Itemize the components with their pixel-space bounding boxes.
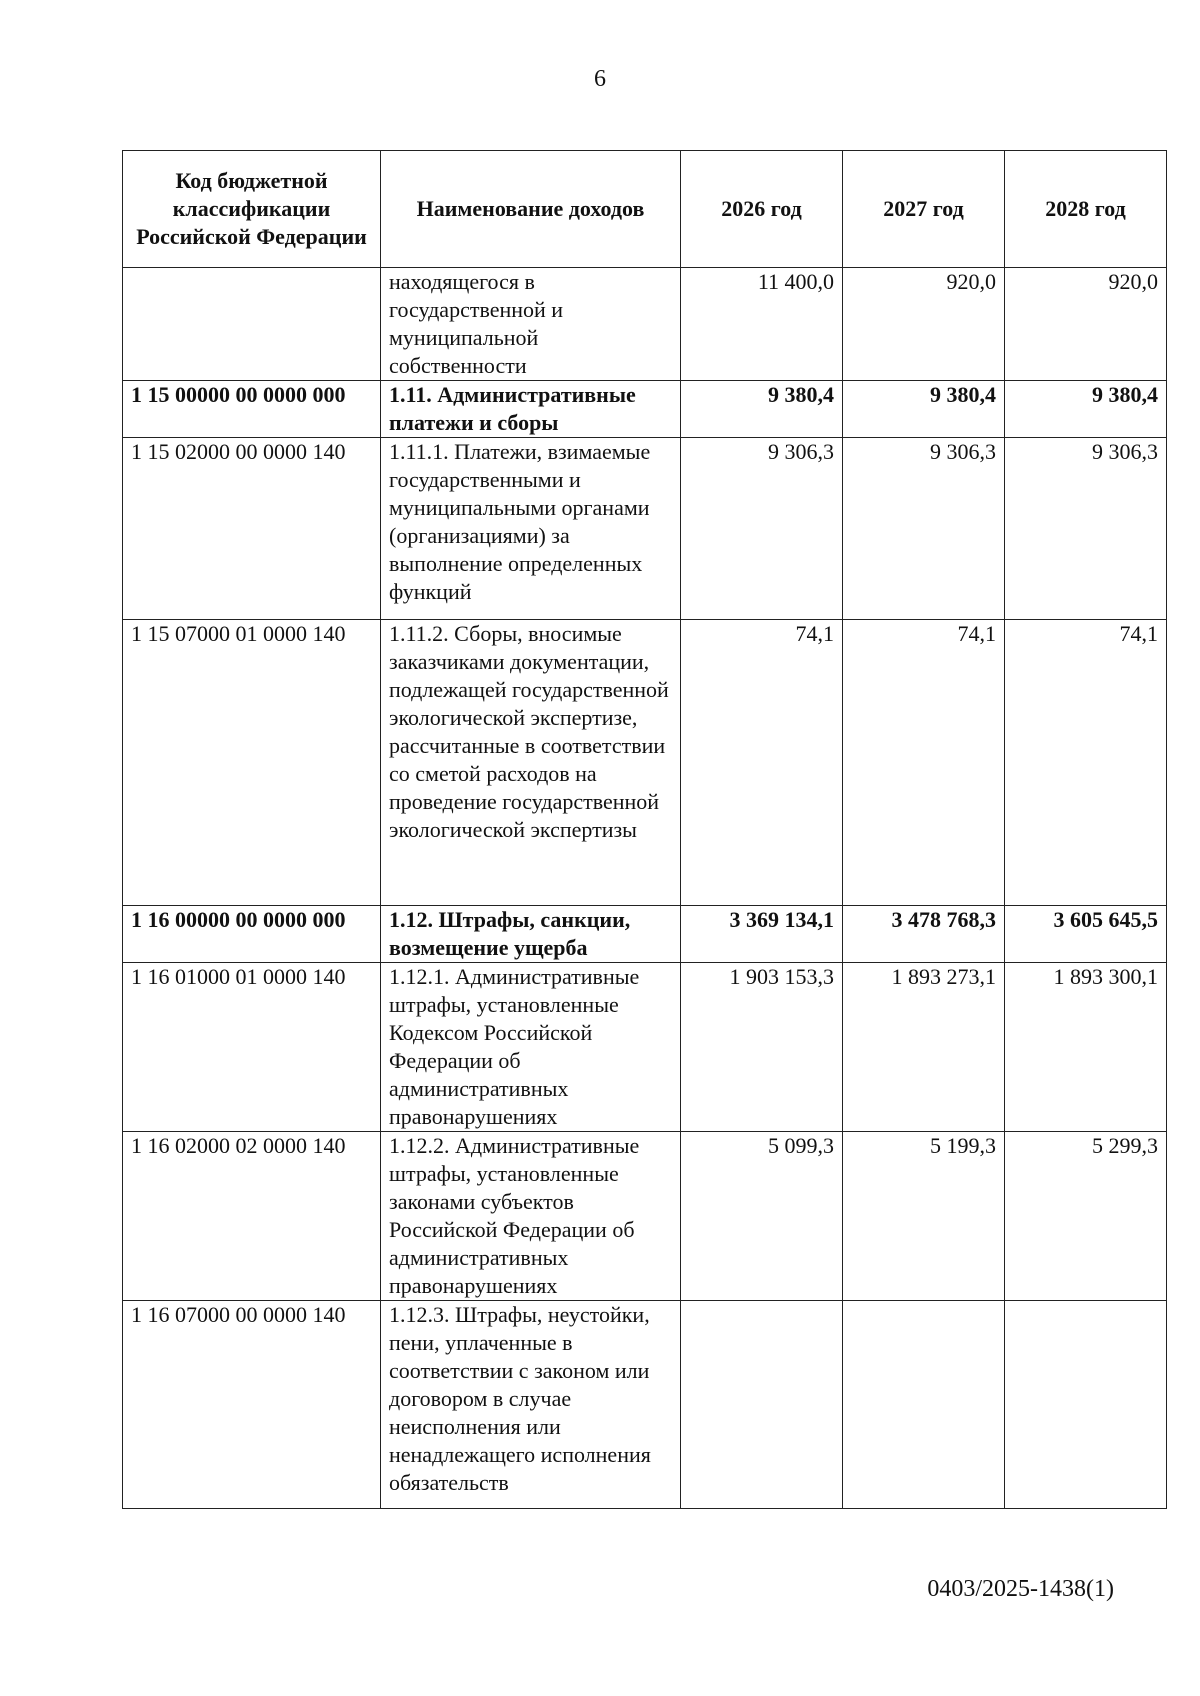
revenue-name-cell: 1.11.1. Платежи, взимаемые государственными и муниципальными органами (организациями) за выполнение определенных функций (381, 438, 681, 620)
amount-2026-cell: 9 306,3 (681, 438, 843, 620)
header-name: Наименование доходов (381, 151, 681, 268)
amount-2026-cell: 9 380,4 (681, 381, 843, 438)
revenue-name-cell: находящегося в государственной и муниципальной собственности (381, 268, 681, 381)
amount-2026-cell: 3 369 134,1 (681, 906, 843, 963)
revenue-name-cell: 1.12.1. Административные штрафы, установленные Кодексом Российской Федерации об административных правонарушениях (381, 963, 681, 1132)
budget-code-cell: 1 15 07000 01 0000 140 (123, 620, 381, 906)
revenue-table (122, 150, 1167, 1509)
table-row (123, 1132, 1167, 1301)
table-row (123, 620, 1167, 906)
table-row (123, 963, 1167, 1132)
budget-code-cell: 1 16 07000 00 0000 140 (123, 1301, 381, 1509)
amount-2028-cell: 9 306,3 (1005, 438, 1167, 620)
revenue-name-cell: 1.12.2. Административные штрафы, установленные законами субъектов Российской Федерации об административных правонарушениях (381, 1132, 681, 1301)
revenue-name-cell: 1.12. Штрафы, санкции, возмещение ущерба (381, 906, 681, 963)
document-registration-code: 0403/2025-1438(1) (927, 1576, 1114, 1602)
amount-2027-cell: 9 306,3 (843, 438, 1005, 620)
amount-2027-cell (843, 1301, 1005, 1509)
table-row (123, 906, 1167, 963)
amount-2027-cell: 9 380,4 (843, 381, 1005, 438)
amount-2026-cell: 74,1 (681, 620, 843, 906)
amount-2028-cell: 5 299,3 (1005, 1132, 1167, 1301)
amount-2026-cell (681, 1301, 843, 1509)
amount-2027-cell: 3 478 768,3 (843, 906, 1005, 963)
header-code: Код бюджетной классификации Российской Федерации (123, 151, 381, 268)
revenue-name-cell: 1.12.3. Штрафы, неустойки, пени, уплаченные в соответствии с законом или договором в случае неисполнения или ненадлежащего исполнения обязательств (381, 1301, 681, 1509)
revenue-name-cell: 1.11.2. Сборы, вносимые заказчиками документации, подлежащей государственной экологической экспертизе, рассчитанные в соответствии со сметой расходов на проведение государственной экологической экспертизы (381, 620, 681, 906)
table-row (123, 1301, 1167, 1509)
amount-2028-cell: 1 893 300,1 (1005, 963, 1167, 1132)
budget-code-cell: 1 15 02000 00 0000 140 (123, 438, 381, 620)
page-number: 6 (594, 66, 606, 92)
amount-2026-cell: 11 400,0 (681, 268, 843, 381)
budget-code-cell: 1 16 02000 02 0000 140 (123, 1132, 381, 1301)
amount-2026-cell: 1 903 153,3 (681, 963, 843, 1132)
table-row (123, 381, 1167, 438)
amount-2027-cell: 1 893 273,1 (843, 963, 1005, 1132)
amount-2028-cell (1005, 1301, 1167, 1509)
header-2028: 2028 год (1005, 151, 1167, 268)
amount-2027-cell: 74,1 (843, 620, 1005, 906)
header-2027: 2027 год (843, 151, 1005, 268)
amount-2027-cell: 920,0 (843, 268, 1005, 381)
table-row (123, 438, 1167, 620)
budget-code-cell (123, 268, 381, 381)
amount-2026-cell: 5 099,3 (681, 1132, 843, 1301)
table-header-row (123, 151, 1167, 268)
budget-code-cell: 1 16 00000 00 0000 000 (123, 906, 381, 963)
revenue-name-cell: 1.11. Административные платежи и сборы (381, 381, 681, 438)
budget-code-cell: 1 15 00000 00 0000 000 (123, 381, 381, 438)
table-row (123, 268, 1167, 381)
amount-2027-cell: 5 199,3 (843, 1132, 1005, 1301)
amount-2028-cell: 74,1 (1005, 620, 1167, 906)
budget-code-cell: 1 16 01000 01 0000 140 (123, 963, 381, 1132)
header-2026: 2026 год (681, 151, 843, 268)
amount-2028-cell: 3 605 645,5 (1005, 906, 1167, 963)
amount-2028-cell: 920,0 (1005, 268, 1167, 381)
amount-2028-cell: 9 380,4 (1005, 381, 1167, 438)
